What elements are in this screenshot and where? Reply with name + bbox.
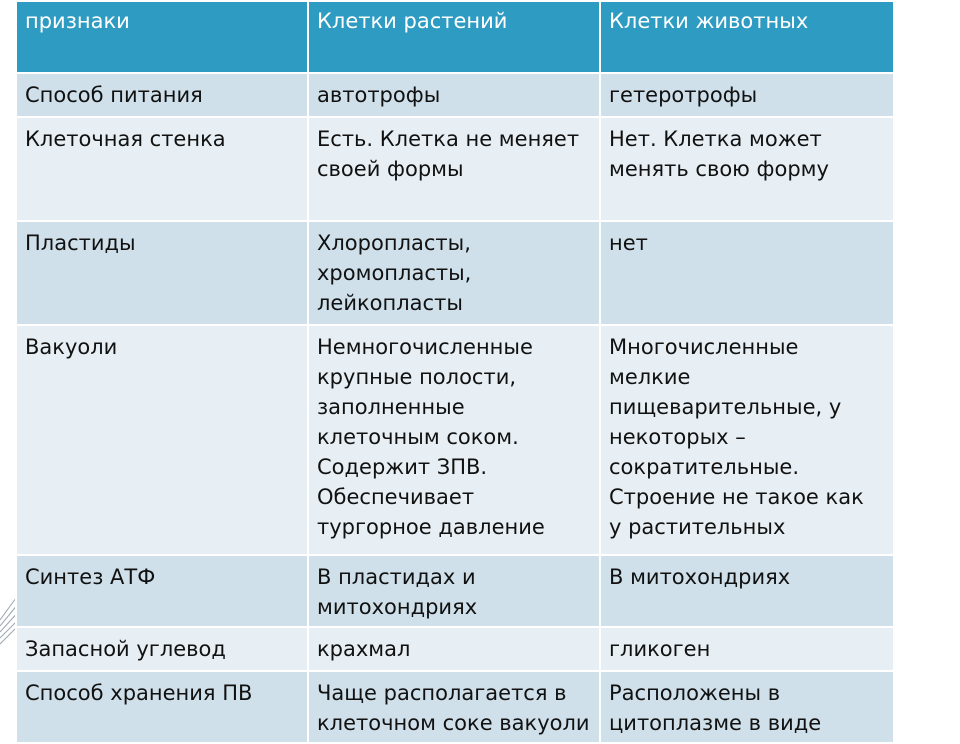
table-row xyxy=(16,221,894,325)
plant-cell-value: В пластидах и митохондриях xyxy=(308,555,600,627)
row-label: Способ питания xyxy=(16,73,308,117)
plant-cell-value: Немногочисленные крупные полости, заполненные клеточным соком. Содержит ЗПВ. Обеспечивает тургорное давление xyxy=(308,325,600,555)
animal-cell-value: нет xyxy=(600,221,894,325)
comparison-table xyxy=(15,0,895,744)
header-features: признаки xyxy=(16,1,308,73)
plant-cell-value: автотрофы xyxy=(308,73,600,117)
table-row xyxy=(16,117,894,221)
row-label: Вакуоли xyxy=(16,325,308,555)
row-label: Пластиды xyxy=(16,221,308,325)
row-label: Синтез АТФ xyxy=(16,555,308,627)
table-row xyxy=(16,555,894,627)
table-row xyxy=(16,671,894,743)
animal-cell-value: Нет. Клетка может менять свою форму xyxy=(600,117,894,221)
header-plant-cells: Клетки растений xyxy=(308,1,600,73)
header-animal-cells: Клетки животных xyxy=(600,1,894,73)
animal-cell-value: Многочисленные мелкие пищеварительные, у некоторых – сократительные. Строение не такое как у растительных xyxy=(600,325,894,555)
animal-cell-value: гликоген xyxy=(600,627,894,671)
table-row xyxy=(16,627,894,671)
table-header-row xyxy=(16,1,894,73)
table-row xyxy=(16,325,894,555)
row-label: Запасной углевод xyxy=(16,627,308,671)
row-label: Способ хранения ПВ xyxy=(16,671,308,743)
animal-cell-value: Расположены в цитоплазме в виде xyxy=(600,671,894,743)
plant-cell-value: Есть. Клетка не меняет своей формы xyxy=(308,117,600,221)
row-label: Клеточная стенка xyxy=(16,117,308,221)
animal-cell-value: гетеротрофы xyxy=(600,73,894,117)
plant-cell-value: Хлоропласты, хромопласты, лейкопласты xyxy=(308,221,600,325)
table-row xyxy=(16,73,894,117)
plant-cell-value: крахмал xyxy=(308,627,600,671)
plant-cell-value: Чаще располагается в клеточном соке вакуоли xyxy=(308,671,600,743)
animal-cell-value: В митохондриях xyxy=(600,555,894,627)
